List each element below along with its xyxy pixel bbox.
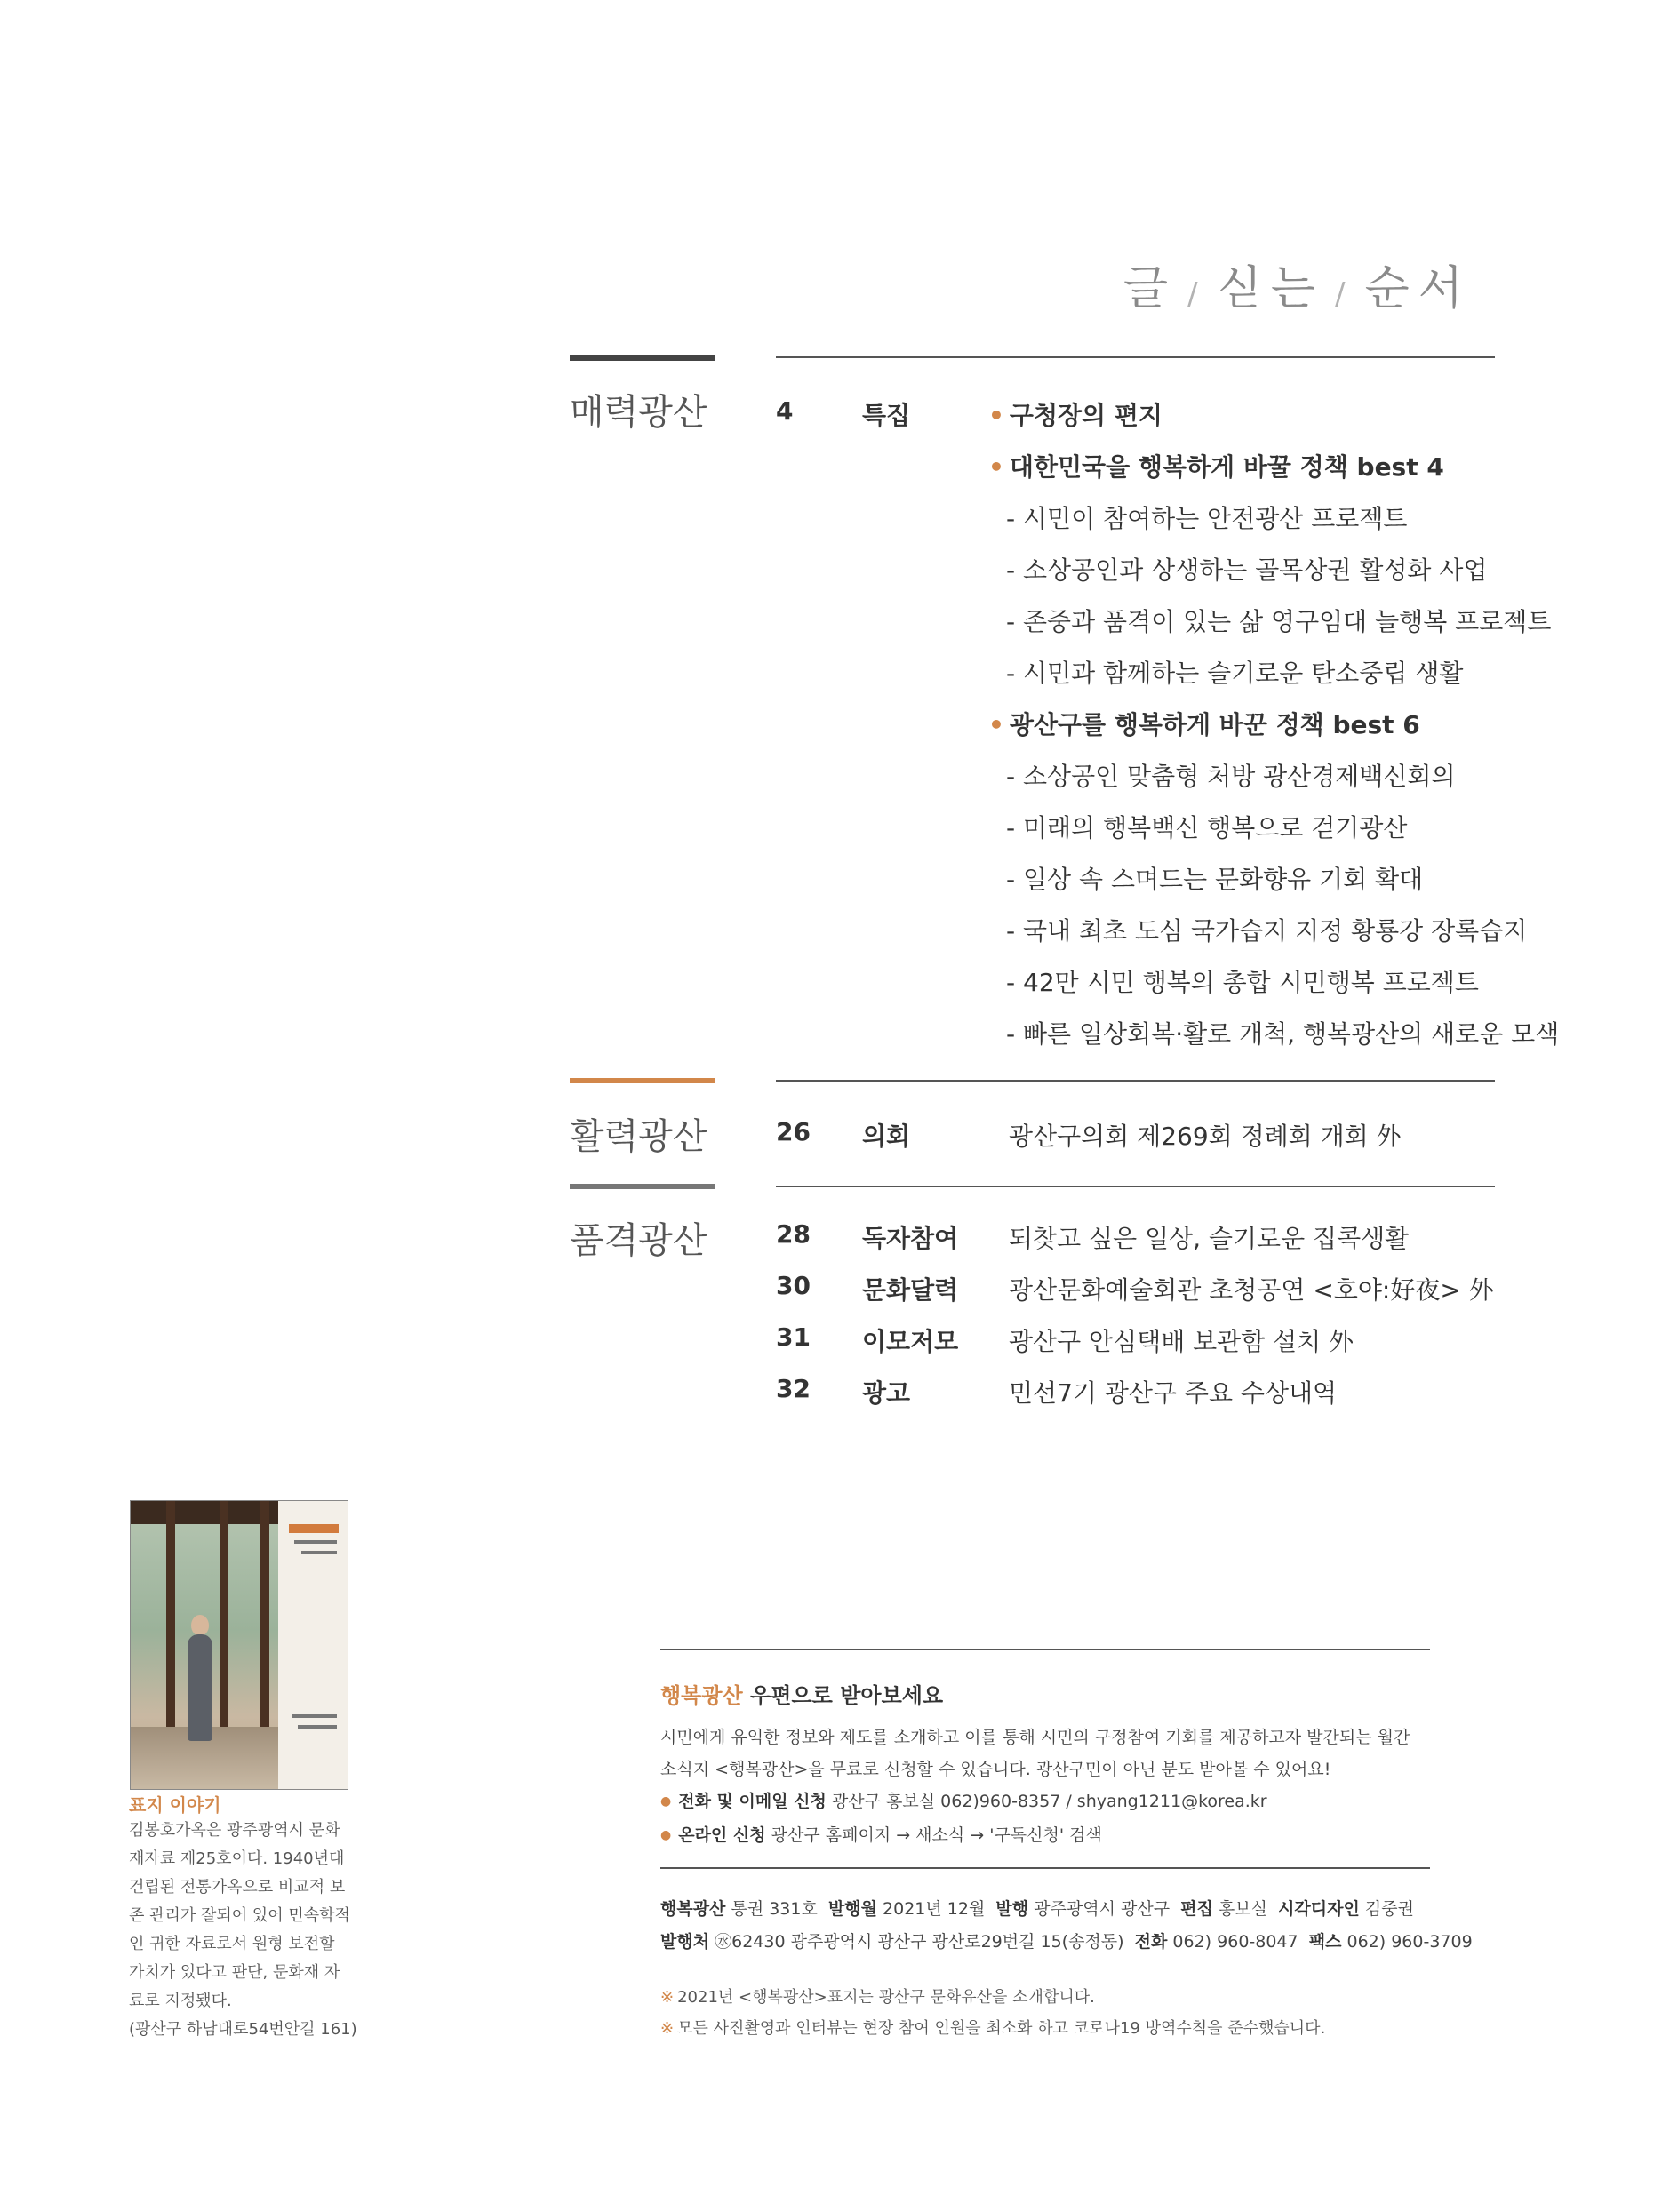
pub-publisher-label: 발행 bbox=[995, 1899, 1029, 1919]
entry-title: 광산구의회 제269회 정례회 개회 外 bbox=[1009, 1122, 1402, 1151]
page-number: 31 bbox=[776, 1322, 811, 1352]
pub-address: ㊌62430 광주광역시 광산구 광산로29번길 15(송정동) bbox=[715, 1932, 1124, 1952]
page-number: 28 bbox=[776, 1219, 811, 1249]
subscription-title-rest: 우편으로 받아보세요 bbox=[750, 1683, 944, 1708]
category-label: 광고 bbox=[862, 1378, 911, 1408]
toc-sub-item: - 시민이 참여하는 안전광산 프로젝트 bbox=[1006, 504, 1408, 533]
category-label: 특집 bbox=[862, 401, 911, 430]
toc-heading-word-1: 글 bbox=[1123, 262, 1178, 315]
info-label: 전화 및 이메일 신청 bbox=[678, 1792, 827, 1811]
page-number: 4 bbox=[776, 396, 794, 426]
pub-fax: 062) 960-3709 bbox=[1346, 1932, 1473, 1952]
entry-title: 광산구 안심택배 보관함 설치 外 bbox=[1009, 1327, 1354, 1356]
page-number: 30 bbox=[776, 1271, 811, 1300]
pub-fax-label: 팩스 bbox=[1308, 1932, 1342, 1952]
subscription-title-accent: 행복광산 bbox=[660, 1683, 743, 1708]
toc-bullet-item: • 광산구를 행복하게 바꾼 정책 best 6 bbox=[988, 706, 1420, 741]
pub-name: 행복광산 bbox=[660, 1899, 726, 1919]
subscription-rule-top bbox=[660, 1649, 1430, 1650]
pub-designer: 김중권 bbox=[1364, 1899, 1414, 1919]
subscription-online bbox=[660, 1822, 1102, 1846]
info-label: 온라인 신청 bbox=[678, 1825, 766, 1845]
section-bar-charm bbox=[570, 355, 715, 361]
subscription-text: 시민에게 유익한 정보와 제도를 소개하고 이를 통해 시민의 구정참여 기회를 제공하고자 발간되는 월간 bbox=[660, 1728, 1410, 1747]
toc-heading-separator: / bbox=[1335, 276, 1354, 312]
toc-heading-word-3: 순서 bbox=[1364, 262, 1472, 315]
toc-sub-item: - 미래의 행복백신 행복으로 걷기광산 bbox=[1006, 813, 1408, 842]
category-label: 독자참여 bbox=[862, 1224, 959, 1253]
category-label: 문화달력 bbox=[862, 1275, 959, 1305]
toc-bullet-item: • 구청장의 편지 bbox=[988, 396, 1163, 432]
section-title-vitality: 활력광산 bbox=[570, 1116, 707, 1157]
section-title-charm: 매력광산 bbox=[570, 392, 707, 433]
pub-office-label: 발행처 bbox=[660, 1932, 710, 1952]
toc-bullet-item: • 대한민국을 행복하게 바꿀 정책 best 4 bbox=[988, 448, 1444, 483]
category-label: 이모저모 bbox=[862, 1327, 959, 1356]
section-title-dignity: 품격광산 bbox=[570, 1220, 707, 1261]
pub-issue: 통권 331호 bbox=[731, 1899, 818, 1919]
section-bar-dignity bbox=[570, 1184, 715, 1189]
pub-tel-label: 전화 bbox=[1134, 1932, 1168, 1952]
toc-sub-item: - 국내 최초 도심 국가습지 지정 황룡강 장록습지 bbox=[1006, 916, 1528, 946]
toc-sub-item: - 42만 시민 행복의 총합 시민행복 프로젝트 bbox=[1006, 968, 1479, 997]
publication-info-line-1 bbox=[660, 1896, 1414, 1920]
caption-line: 건립된 전통가옥으로 비교적 보 bbox=[129, 1878, 346, 1897]
footnote: ※ 2021년 <행복광산>표지는 광산구 문화유산을 소개합니다. bbox=[660, 1984, 1095, 2008]
pub-date-label: 발행월 bbox=[827, 1899, 877, 1919]
pub-designer-label: 시각디자인 bbox=[1278, 1899, 1360, 1919]
toc-sub-item: - 소상공인 맞춤형 처방 광산경제백신회의 bbox=[1006, 762, 1456, 791]
entry-title: 민선7기 광산구 주요 수상내역 bbox=[1009, 1378, 1338, 1408]
cover-caption-title: 표지 이야기 bbox=[129, 1794, 221, 1816]
cover-thumbnail bbox=[130, 1500, 348, 1790]
caption-line: 료로 지정됐다. bbox=[129, 1992, 232, 2010]
toc-heading bbox=[1123, 251, 1472, 317]
category-label: 의회 bbox=[862, 1122, 911, 1151]
subscription-phone-email bbox=[660, 1788, 1267, 1812]
toc-sub-item: - 빠른 일상회복·활로 개척, 행복광산의 새로운 모색 bbox=[1006, 1019, 1560, 1049]
caption-line: 재자료 제25호이다. 1940년대 bbox=[129, 1849, 345, 1868]
toc-sub-item: - 존중과 품격이 있는 삶 영구임대 늘행복 프로젝트 bbox=[1006, 607, 1552, 636]
caption-line: 존 관리가 잘되어 있어 민속학적 bbox=[129, 1906, 350, 1925]
info-value: 광산구 홈페이지 → 새소식 → '구독신청' 검색 bbox=[771, 1825, 1102, 1845]
toc-sub-item: - 소상공인과 상생하는 골목상권 활성화 사업 bbox=[1006, 555, 1488, 585]
caption-line: 인 귀한 자료로서 원형 보전할 bbox=[129, 1935, 335, 1953]
info-value: 광산구 홍보실 062)960-8357 / shyang1211@korea.kr bbox=[831, 1792, 1267, 1811]
section-bar-vitality bbox=[570, 1078, 715, 1083]
entry-title: 광산문화예술회관 초청공연 <호야:好夜> 外 bbox=[1009, 1275, 1494, 1305]
entry-title: 되찾고 싶은 일상, 슬기로운 집콕생활 bbox=[1009, 1224, 1410, 1253]
subscription-title bbox=[660, 1678, 943, 1709]
caption-line: 김봉호가옥은 광주광역시 문화 bbox=[129, 1821, 340, 1840]
caption-line: 가치가 있다고 판단, 문화재 자 bbox=[129, 1963, 340, 1982]
subscription-text: 소식지 <행복광산>을 무료로 신청할 수 있습니다. 광산구민이 아닌 분도 받아볼 수 있어요! bbox=[660, 1760, 1331, 1779]
toc-sub-item: - 일상 속 스며드는 문화향유 기회 확대 bbox=[1006, 865, 1424, 894]
toc-heading-separator: / bbox=[1187, 276, 1207, 312]
pub-date: 2021년 12월 bbox=[883, 1899, 986, 1919]
toc-sub-item: - 시민과 함께하는 슬기로운 탄소중립 생활 bbox=[1006, 659, 1464, 688]
section-rule-dignity bbox=[776, 1186, 1495, 1187]
cover-caption bbox=[129, 1817, 357, 2044]
section-rule-charm bbox=[776, 356, 1495, 358]
subscription-rule-bottom bbox=[660, 1867, 1430, 1869]
toc-heading-word-2: 싣는 bbox=[1217, 262, 1325, 315]
pub-tel: 062) 960-8047 bbox=[1172, 1932, 1298, 1952]
page-number: 26 bbox=[776, 1117, 811, 1146]
section-rule-vitality bbox=[776, 1080, 1495, 1082]
pub-editor: 홍보실 bbox=[1218, 1899, 1267, 1919]
pub-editor-label: 편집 bbox=[1180, 1899, 1213, 1919]
page-number: 32 bbox=[776, 1374, 811, 1403]
publication-info-line-2 bbox=[660, 1929, 1473, 1952]
caption-line: (광산구 하남대로54번안길 161) bbox=[129, 2020, 357, 2039]
pub-publisher: 광주광역시 광산구 bbox=[1034, 1899, 1171, 1919]
footnote: ※ 모든 사진촬영과 인터뷰는 현장 참여 인원을 최소화 하고 코로나19 방역수칙을 준수했습니다. bbox=[660, 2016, 1325, 2039]
